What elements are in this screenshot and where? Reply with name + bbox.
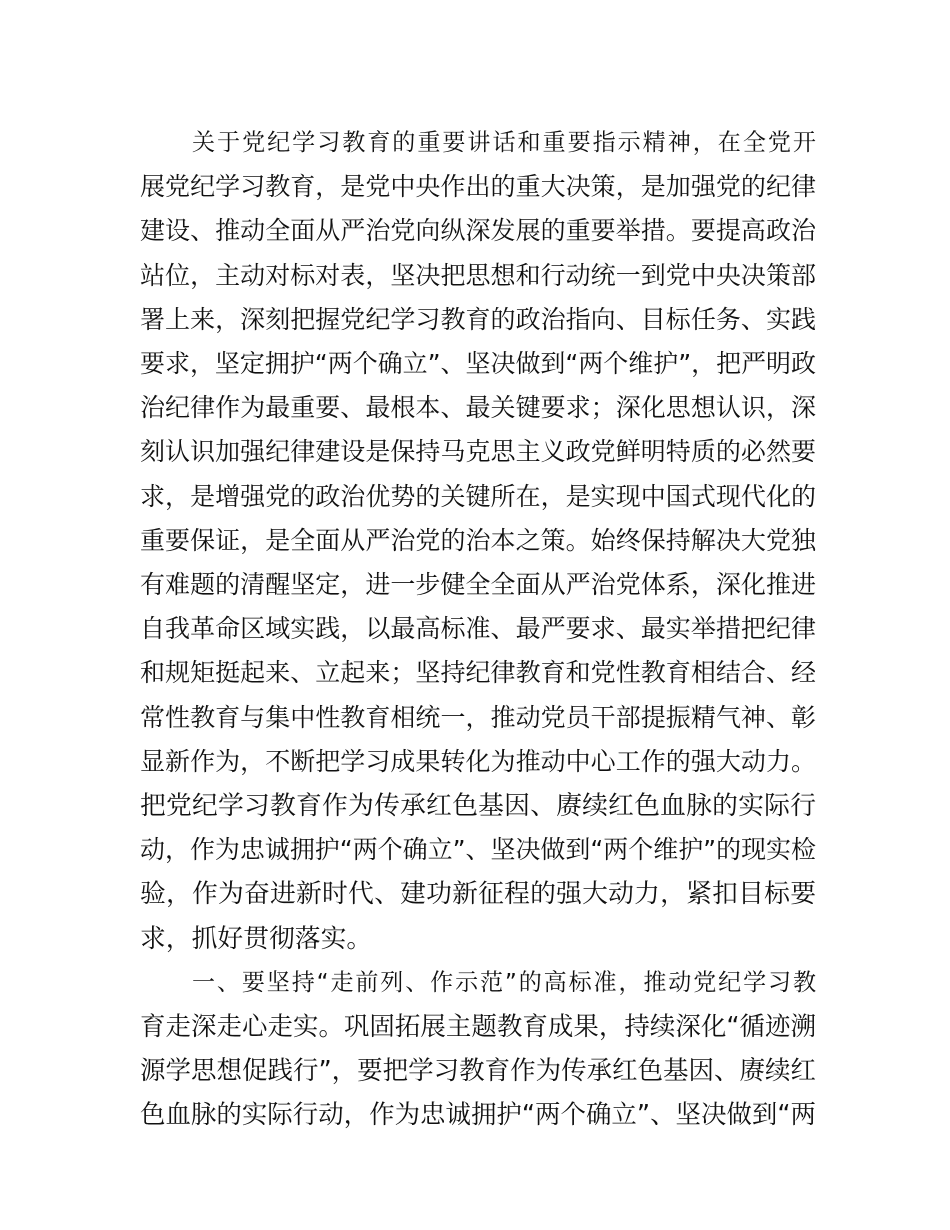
text-line: 刻认识加强纪律建设是保持马克思主义政党鲜明特质的必然要 — [140, 437, 816, 467]
text-line: 要求，坚定拥护“两个确立”、坚决做到“两个维护”，把严明政 — [140, 349, 816, 379]
text-line: 自我革命区域实践，以最高标准、最严要求、最实举措把纪律 — [140, 614, 816, 644]
text-line: 重要保证，是全面从严治党的治本之策。始终保持解决大党独 — [140, 525, 816, 555]
paragraph-section-one — [140, 961, 816, 1138]
text-line: 源学思想促践行”，要把学习教育作为传承红色基因、赓续红 — [140, 1056, 816, 1087]
text-line: 求，是增强党的政治优势的关键所在，是实现中国式现代化的 — [140, 481, 816, 511]
text-line: 关于党纪学习教育的重要讲话和重要指示精神，在全党开 — [192, 130, 816, 156]
text-line: 展党纪学习教育，是党中央作出的重大决策，是加强党的纪律 — [140, 172, 816, 202]
text-line: 显新作为，不断把学习成果转化为推动中心工作的强大动力。 — [140, 746, 816, 776]
text-line: 验，作为奋进新时代、建功新征程的强大动力，紧扣目标要 — [140, 879, 816, 910]
text-line: 常性教育与集中性教育相统一，推动党员干部提振精气神、彰 — [140, 702, 816, 732]
text-line: 求，抓好贯彻落实。 — [140, 923, 373, 954]
document-body — [140, 121, 816, 1138]
text-line: 署上来，深刻把握党纪学习教育的政治指向、目标任务、实践 — [140, 304, 816, 334]
text-line: 把党纪学习教育作为传承红色基因、赓续红色血脉的实际行 — [140, 791, 816, 822]
text-line: 一、要坚持“走前列、作示范”的高标准，推动党纪学习教 — [192, 969, 816, 996]
paragraph-intro — [140, 121, 816, 961]
text-line: 和规矩挺起来、立起来；坚持纪律教育和党性教育相结合、经 — [140, 658, 816, 688]
text-line: 动，作为忠诚拥护“两个确立”、坚决做到“两个维护”的现实检 — [140, 835, 816, 865]
text-line: 色血脉的实际行动，作为忠诚拥护“两个确立”、坚决做到“两 — [140, 1100, 816, 1131]
text-line: 有难题的清醒坚定，进一步健全全面从严治党体系，深化推进 — [140, 570, 816, 600]
text-line: 育走深走心走实。巩固拓展主题教育成果，持续深化“循迹溯 — [140, 1012, 816, 1043]
text-line: 建设、推动全面从严治党向纵深发展的重要举措。要提高政治 — [140, 216, 816, 246]
text-line: 站位，主动对标对表，坚决把思想和行动统一到党中央决策部 — [140, 260, 816, 290]
text-line: 治纪律作为最重要、最根本、最关键要求；深化思想认识，深 — [140, 393, 816, 423]
